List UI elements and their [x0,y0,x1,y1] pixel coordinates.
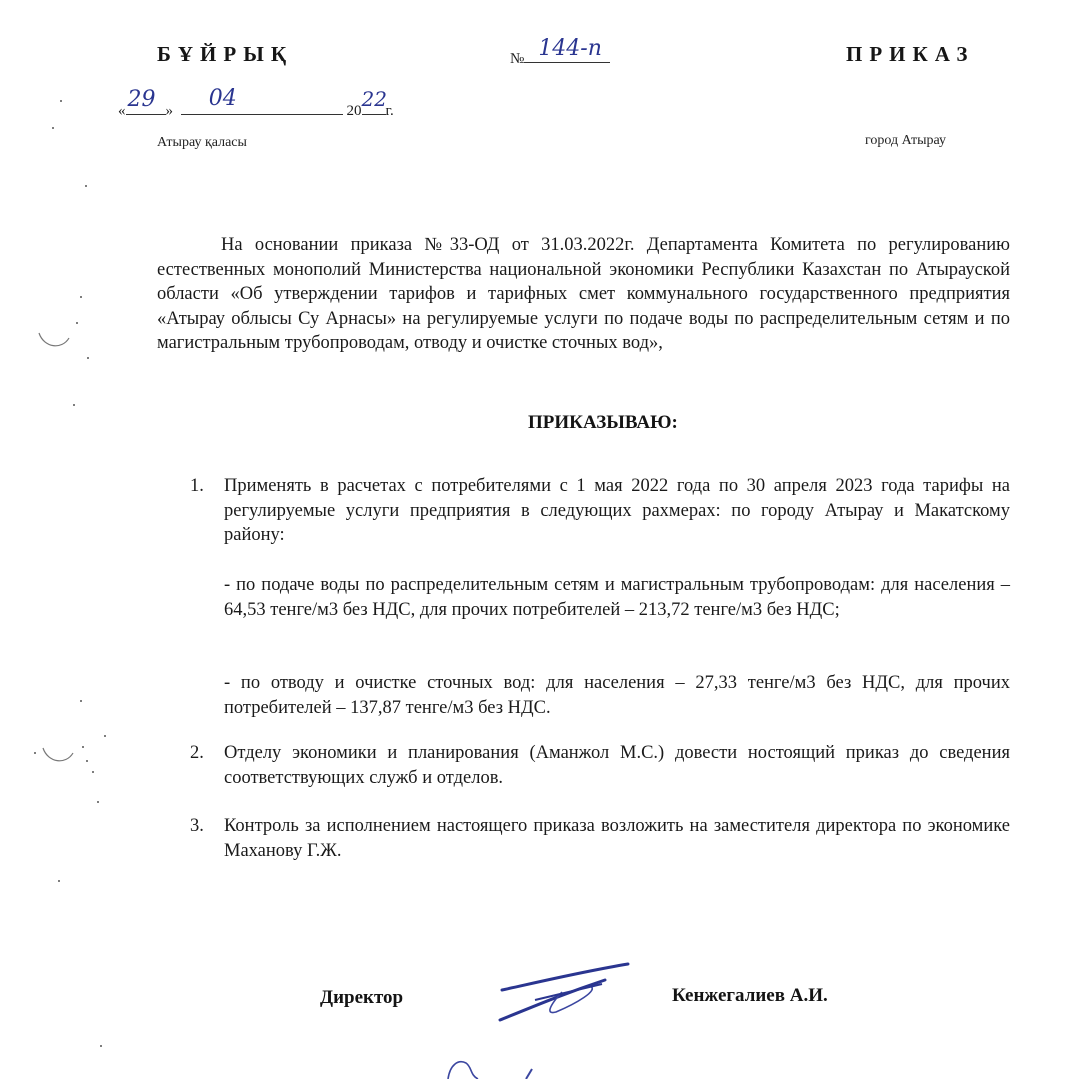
order-item-1 [190,474,1010,548]
scan-speck [97,801,99,803]
scan-speck [100,1045,102,1047]
number-prefix: № [510,51,525,67]
date-close-quote: » [165,103,173,119]
scan-speck [80,700,82,702]
handwritten-year: 22 [361,87,387,111]
scan-speck [58,880,60,882]
item-number: 3. [190,816,204,836]
scan-speck [92,771,94,773]
scan-speck [34,752,36,754]
item-text: Отделу экономики и планирования (Аманжол М.С.) довести ностоящий приказ до сведения соответствующих служб и отделов. [224,743,1010,788]
scan-speck [104,735,106,737]
tariff-wastewater: - по отводу и очистке сточных вод: для населения – 27,33 тенге/м3 без НДС, для прочих потребителей – 137,87 тенге/м3 без НДС. [224,673,1010,718]
month-line [181,86,343,115]
item-number: 2. [190,743,204,763]
scan-speck [52,127,54,129]
number-line [524,36,610,63]
order-heading: ПРИКАЗЫВАЮ: [528,412,678,433]
item-text: Применять в расчетах с потребителями с 1 мая 2022 года по 30 апреля 2023 года тарифы на регулируемые услуги предприятия в следующих рахмерах: по городу Атырау и Макатскому району: [224,476,1010,545]
tariff-water-supply: - по подаче воды по распределительным сетям и магистральным трубопроводам: для населения – 64,53 тенге/м3 без НДС, для прочих потребителей – 213,72 тенге/м3 без НДС; [224,575,1010,620]
scan-speck [82,746,84,748]
order-date [118,86,394,120]
director-signature-icon [490,960,640,1030]
signatory-position: Директор [320,987,404,1008]
city-russian: город Атырау [865,133,947,148]
handwritten-month: 04 [208,86,237,111]
scan-speck [80,296,82,298]
item-text: Контроль за исполнением настоящего приказа возложить на заместителя директора по экономике Маханову Г.Ж. [224,816,1010,861]
russian-title: ПРИКАЗ [846,42,975,66]
date-open-quote: « [118,103,126,119]
order-item-3 [190,814,1010,863]
second-signature-fragment-icon [440,1055,560,1079]
order-number [510,36,610,68]
preamble-paragraph: На основании приказа №33-ОД от 31.03.2022г. Департамента Комитета по регулированию естественных монополий Министерства национальной экономики Республики Казахстан по Атырауской области «Об утверждении тарифов и тарифных смет коммунального государственного предприятия «Атырау облысы Су Арнасы» на регулируемые услуги по подаче воды по распределительным сетям и по магистральным трубопроводам, отводу и очистке сточных вод», [157,235,1010,353]
signatory-name: Кенжегалиев А.И. [672,985,828,1006]
city-kazakh: Атырау қаласы [157,135,247,150]
scan-speck [73,404,75,406]
scan-speck [87,357,89,359]
scan-speck [76,322,78,324]
scan-speck [86,760,88,762]
handwritten-number: 144-п [538,36,602,61]
scan-speck [60,100,62,102]
punch-hole-mark-icon [40,745,76,767]
year-prefix: 20 [346,103,362,119]
year-line [361,87,387,115]
year-suffix: г. [385,103,394,119]
item-number: 1. [190,476,204,496]
order-item-2 [190,741,1010,790]
punch-hole-mark-icon [36,330,72,352]
day-line [126,87,166,115]
handwritten-day: 29 [127,87,156,112]
scan-speck [85,185,87,187]
kazakh-title: БҰЙРЫҚ [157,42,294,66]
